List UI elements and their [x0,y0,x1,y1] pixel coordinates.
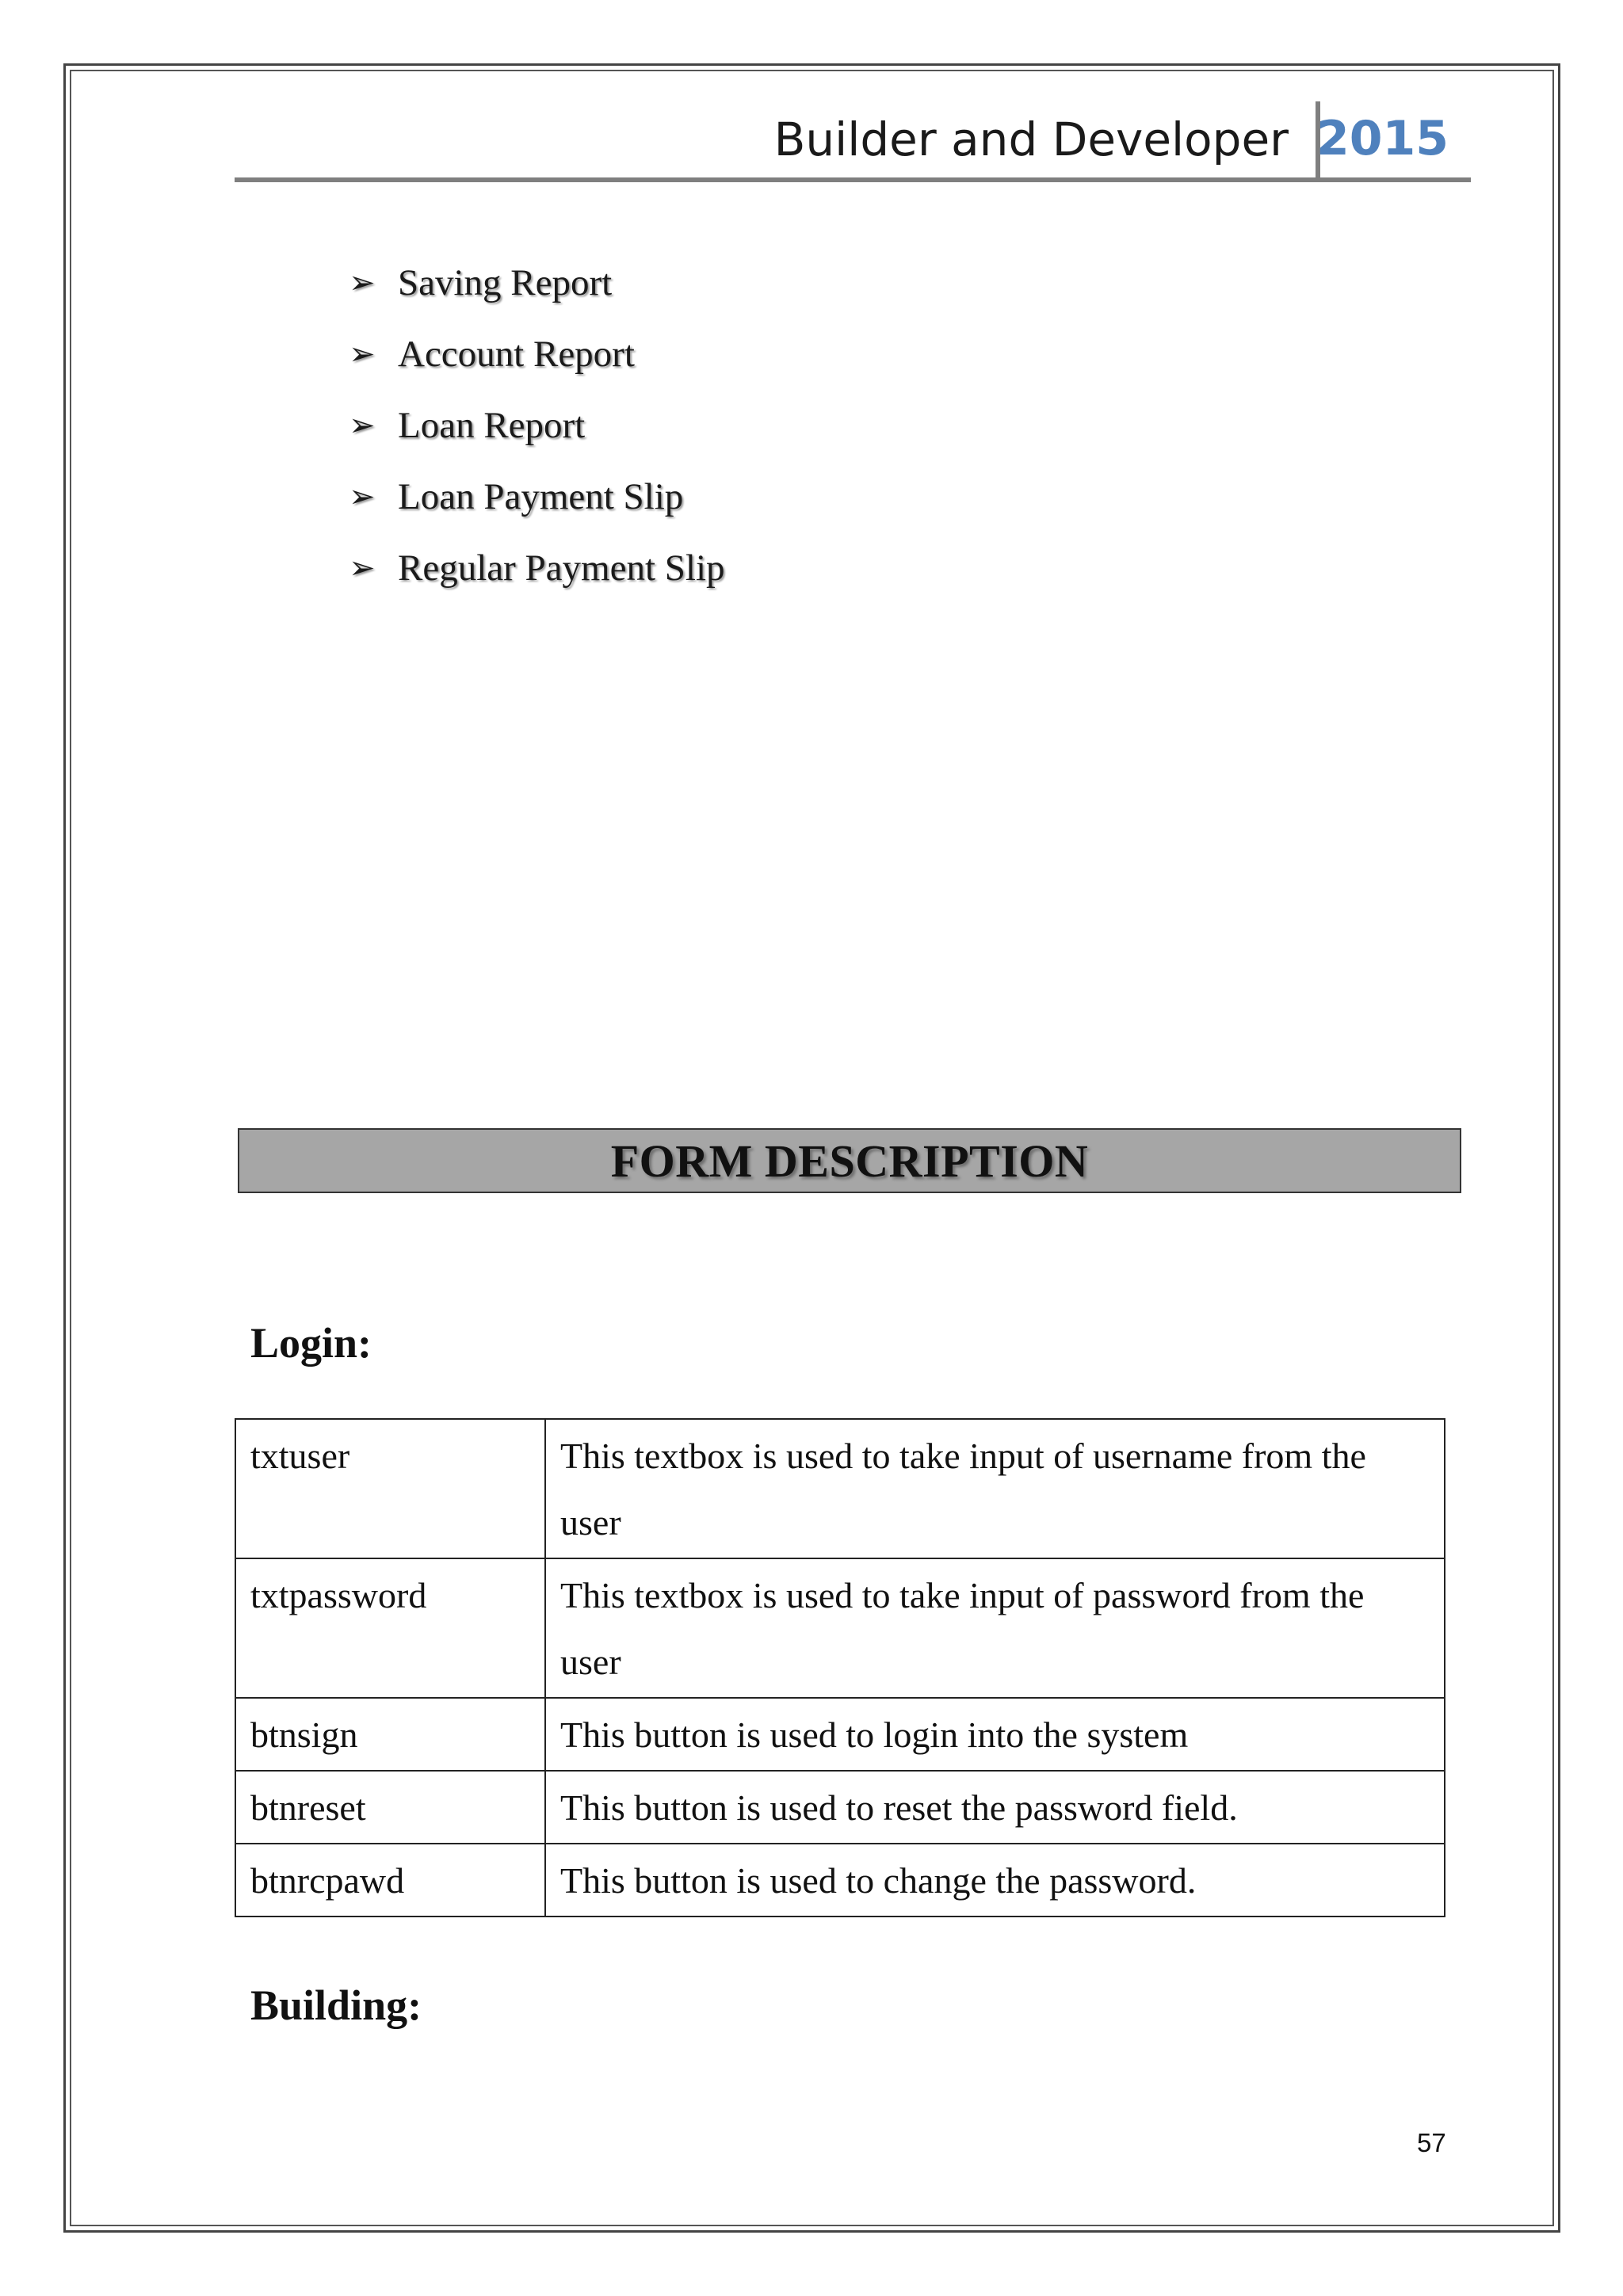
header-title: Builder and Developer [773,113,1289,166]
control-description-cell [545,1844,1445,1917]
control-description: This button is used to reset the password field. [560,1787,1238,1828]
list-item [349,532,725,604]
table-row [235,1419,1445,1558]
header-year: 2015 [1316,111,1449,166]
list-item [349,390,725,461]
table-row [235,1844,1445,1917]
login-heading: Login: [250,1319,372,1367]
list-item-label: Saving Report [398,262,613,303]
arrow-bullet-icon: ➢ [349,265,376,301]
table-row [235,1698,1445,1771]
control-name-cell: btnrcpawd [235,1844,545,1917]
control-description: This button is used to change the password. [560,1860,1197,1901]
control-description-cell [545,1558,1445,1698]
table-row [235,1771,1445,1844]
arrow-bullet-icon: ➢ [349,479,376,515]
control-description-cell [545,1771,1445,1844]
list-item [349,461,725,532]
arrow-bullet-icon: ➢ [349,407,376,444]
section-banner: FORM DESCRIPTION [238,1128,1461,1193]
list-item [349,318,725,390]
table-row [235,1558,1445,1698]
arrow-bullet-icon: ➢ [349,550,376,586]
list-item-label: Account Report [398,334,635,375]
control-name-cell: txtuser [235,1419,545,1558]
header-rule [235,177,1471,182]
list-item-label: Loan Payment Slip [398,476,684,517]
control-description: This button is used to login into the system [560,1714,1189,1755]
list-item-label: Regular Payment Slip [398,547,725,589]
control-description-cell [545,1698,1445,1771]
page-number: 57 [1417,2128,1446,2157]
control-name-cell: txtpassword [235,1558,545,1698]
control-name-cell: btnreset [235,1771,545,1844]
list-item-label: Loan Report [398,405,586,446]
control-description: This textbox is used to take input of username from the user [560,1436,1366,1543]
list-item [349,247,725,318]
login-controls-table [235,1418,1445,1917]
building-heading: Building: [250,1981,422,2029]
arrow-bullet-icon: ➢ [349,336,376,372]
control-description-cell [545,1419,1445,1558]
report-list [349,247,725,604]
control-description: This textbox is used to take input of password from the user [560,1575,1365,1682]
control-name-cell: btnsign [235,1698,545,1771]
page-header [235,101,1471,181]
